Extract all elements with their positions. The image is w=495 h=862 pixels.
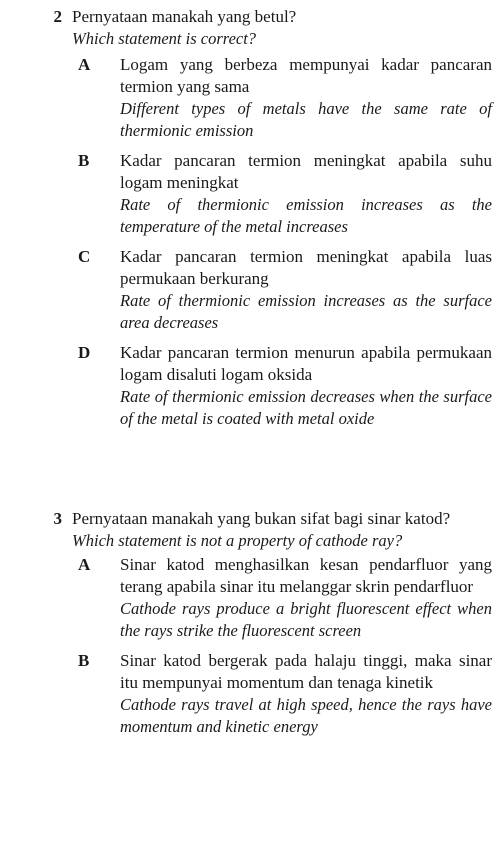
option-text [120, 554, 492, 642]
question-header [0, 6, 495, 50]
option-letter: B [78, 151, 90, 170]
option-letter: A [78, 555, 91, 574]
option-text-english: Different types of metals have the same rate of thermionic emission [120, 99, 492, 140]
question-2 [0, 6, 495, 430]
option-text [120, 54, 492, 142]
question-text-english: Which statement is not a property of cathode ray? [72, 531, 403, 550]
option-a[interactable] [78, 54, 495, 142]
question-stem [72, 6, 472, 50]
option-text-malay: Kadar pancaran termion meningkat apabila suhu logam meningkat [120, 151, 492, 192]
question-header [0, 508, 495, 552]
option-letter: C [78, 247, 91, 266]
option-b[interactable] [78, 650, 495, 738]
option-text-malay: Logam yang berbeza mempunyai kadar pancaran termion yang sama [120, 55, 492, 96]
question-text-malay: Pernyataan manakah yang betul? [72, 7, 297, 26]
option-b[interactable] [78, 150, 495, 238]
option-letter: D [78, 343, 91, 362]
option-text-malay: Sinar katod menghasilkan kesan pendarfluor yang terang apabila sinar itu melanggar skrin pendarfluor [120, 555, 492, 596]
option-text-malay: Kadar pancaran termion menurun apabila permukaan logam disaluti logam oksida [120, 343, 492, 384]
option-letter: A [78, 55, 91, 74]
option-text [120, 150, 492, 238]
option-text-malay: Sinar katod bergerak pada halaju tinggi, maka sinar itu mempunyai momentum dan tenaga kinetik [120, 651, 492, 692]
option-text [120, 342, 492, 430]
question-text-english: Which statement is correct? [72, 29, 257, 48]
option-a[interactable] [78, 554, 495, 642]
option-c[interactable] [78, 246, 495, 334]
question-number: 3 [53, 509, 62, 528]
option-text-english: Cathode rays travel at high speed, hence the rays have momentum and kinetic energy [120, 695, 492, 736]
question-3 [0, 508, 495, 738]
option-text-english: Rate of thermionic emission increases as the surface area decreases [120, 291, 492, 332]
option-text [120, 246, 492, 334]
option-text-english: Rate of thermionic emission decreases when the surface of the metal is coated with metal oxide [120, 387, 492, 428]
option-letter: B [78, 651, 90, 670]
option-text-english: Cathode rays produce a bright fluorescent effect when the rays strike the fluorescent screen [120, 599, 492, 640]
option-text-malay: Kadar pancaran termion meningkat apabila luas permukaan berkurang [120, 247, 492, 288]
question-number: 2 [53, 7, 62, 26]
question-text-malay: Pernyataan manakah yang bukan sifat bagi sinar katod? [72, 509, 451, 528]
option-d[interactable] [78, 342, 495, 430]
option-text [120, 650, 492, 738]
question-stem [72, 508, 487, 552]
option-text-english: Rate of thermionic emission increases as the temperature of the metal increases [120, 195, 492, 236]
